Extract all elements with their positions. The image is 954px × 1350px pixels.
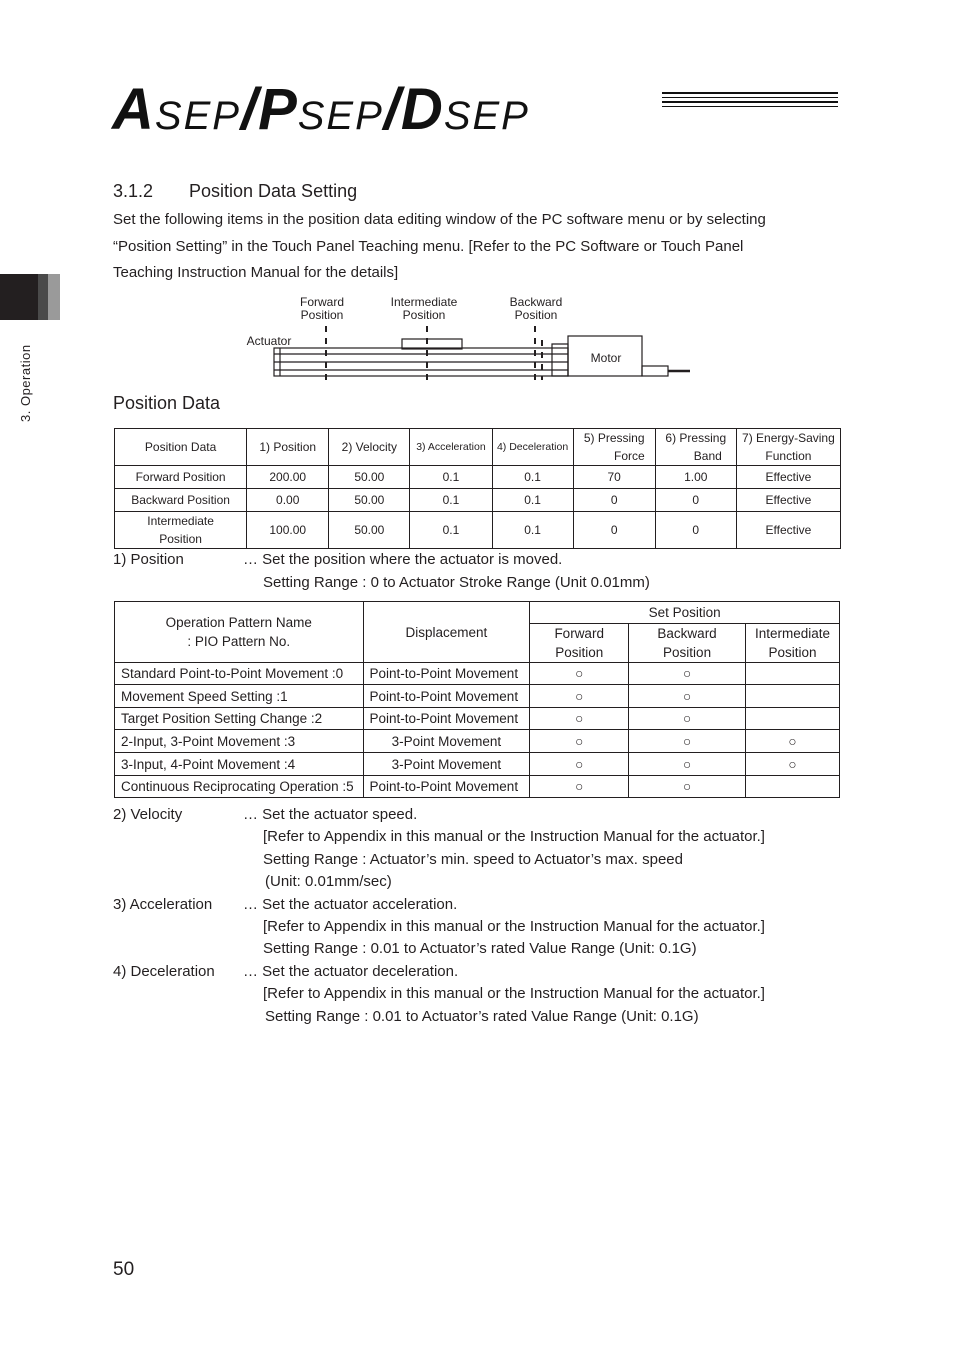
cell: 0 xyxy=(573,512,655,549)
chapter-tab xyxy=(0,274,60,320)
cell: Effective xyxy=(736,489,840,512)
note-decel-range: Setting Range : 0.01 to Actuator’s rated Value Range (Unit: 0.1G) xyxy=(265,1008,699,1025)
mark: ○ xyxy=(629,663,746,685)
backward-label-1: Backward xyxy=(509,295,563,309)
logo-a: A xyxy=(112,77,155,142)
chapter-label: 3. Operation xyxy=(18,344,33,422)
cell: 0.1 xyxy=(492,466,573,489)
logo-slash-2: / xyxy=(383,77,401,142)
page-number: 50 xyxy=(113,1259,135,1280)
note-accel-label: 3) Acceleration xyxy=(113,896,213,913)
table-header-row xyxy=(115,602,840,624)
intro-line: Teaching Instruction Manual for the details] xyxy=(113,264,399,281)
intro-paragraph xyxy=(113,207,833,287)
intro-line: Set the following items in the position data editing window of the PC software menu or by selecting xyxy=(113,211,766,228)
table-row xyxy=(115,685,840,708)
logo-p: P xyxy=(258,77,298,142)
actuator-diagram xyxy=(240,292,700,382)
header-cell: Forward Position xyxy=(530,624,629,663)
note-decel-ref: [Refer to Appendix in this manual or the Instruction Manual for the actuator.] xyxy=(263,985,765,1002)
intermediate-label-1: Intermediate xyxy=(390,295,458,309)
header-cell: 2) Velocity xyxy=(329,429,410,466)
mark: ○ xyxy=(629,776,746,798)
pattern-name: Movement Speed Setting :1 xyxy=(115,685,364,708)
note-velocity-unit: (Unit: 0.01mm/sec) xyxy=(265,873,392,890)
cell: 0 xyxy=(573,489,655,512)
note-decel-label: 4) Deceleration xyxy=(113,963,215,980)
table-row xyxy=(115,512,841,549)
logo-sep-1: SEP xyxy=(154,94,241,138)
mark: ○ xyxy=(629,730,746,753)
intro-line: “Position Setting” in the Touch Panel Teaching menu. [Refer to the PC Software or Touch Panel xyxy=(113,237,744,255)
note-position-label: 1) Position xyxy=(113,551,184,568)
cell: 50.00 xyxy=(329,489,410,512)
note-velocity-label: 2) Velocity xyxy=(113,806,183,823)
logo-slash-1: / xyxy=(240,77,259,142)
mark: ○ xyxy=(629,685,746,708)
note-decel-text: … Set the actuator deceleration. xyxy=(243,963,459,980)
header-cell: Backward Position xyxy=(629,624,746,663)
section-heading xyxy=(113,181,357,202)
mark: ○ xyxy=(530,685,629,708)
cell: 1.00 xyxy=(655,466,736,489)
table-row xyxy=(115,753,840,776)
note-accel-range: Setting Range : 0.01 to Actuator’s rated Value Range (Unit: 0.1G) xyxy=(263,940,697,957)
header-cell: Set Position xyxy=(530,602,840,624)
cell: 0.00 xyxy=(247,489,329,512)
note-position-text: … Set the position where the actuator is moved. xyxy=(243,551,563,568)
displacement: Point-to-Point Movement xyxy=(363,776,530,798)
cell: 200.00 xyxy=(247,466,329,489)
table-row xyxy=(115,489,841,512)
displacement: 3-Point Movement xyxy=(363,730,530,753)
displacement: Point-to-Point Movement xyxy=(363,708,530,730)
displacement: Point-to-Point Movement xyxy=(363,663,530,685)
cell: Effective xyxy=(736,466,840,489)
mark: ○ xyxy=(629,708,746,730)
cell: 0.1 xyxy=(492,489,573,512)
intermediate-label-2: Position xyxy=(402,308,446,322)
header-rules xyxy=(662,92,838,111)
mark xyxy=(745,685,839,708)
position-data-heading: Position Data xyxy=(113,393,221,413)
mark: ○ xyxy=(530,708,629,730)
table-row xyxy=(115,663,840,685)
note-accel-ref: [Refer to Appendix in this manual or the Instruction Manual for the actuator.] xyxy=(263,918,765,935)
header-cell: Position Data xyxy=(115,429,247,466)
section-title: Position Data Setting xyxy=(189,181,358,201)
header-cell: 6) Pressing Band xyxy=(655,429,736,466)
mark xyxy=(745,663,839,685)
section-number: 3.1.2 xyxy=(113,181,154,201)
header-cell: 5) Pressing Force xyxy=(573,429,655,466)
logo-sep-2: SEP xyxy=(297,94,384,138)
header-cell: 4) Deceleration xyxy=(492,429,573,466)
displacement: 3-Point Movement xyxy=(363,753,530,776)
mark xyxy=(745,708,839,730)
forward-label-1: Forward xyxy=(299,295,345,309)
pattern-name: 2-Input, 3-Point Movement :3 xyxy=(115,730,364,753)
header-cell: 1) Position xyxy=(247,429,329,466)
cell: 0.1 xyxy=(410,512,492,549)
header-cell: Intermediate Position xyxy=(745,624,839,663)
forward-label-2: Position xyxy=(300,308,344,322)
table-row xyxy=(115,730,840,753)
cable-gland xyxy=(642,366,668,376)
cell: 100.00 xyxy=(247,512,329,549)
note-velocity-text: … Set the actuator speed. xyxy=(243,806,418,823)
displacement: Point-to-Point Movement xyxy=(363,685,530,708)
mark xyxy=(745,776,839,798)
pio-pattern-table xyxy=(114,601,840,798)
note-position-range: Setting Range : 0 to Actuator Stroke Range (Unit 0.01mm) xyxy=(263,574,650,591)
table-row xyxy=(115,466,841,489)
header-cell: Operation Pattern Name : PIO Pattern No. xyxy=(115,602,364,663)
actuator-label: Actuator xyxy=(246,334,292,348)
table-header-row xyxy=(115,429,841,466)
mark: ○ xyxy=(530,663,629,685)
header-cell: 7) Energy-Saving Function xyxy=(736,429,840,466)
mark: ○ xyxy=(530,776,629,798)
cell: 0.1 xyxy=(410,489,492,512)
cell: 0.1 xyxy=(492,512,573,549)
backward-label-2: Position xyxy=(514,308,558,322)
mark: ○ xyxy=(745,730,839,753)
header-cell: 3) Acceleration xyxy=(410,429,492,466)
cell: 0 xyxy=(655,512,736,549)
pattern-name: 3-Input, 4-Point Movement :4 xyxy=(115,753,364,776)
mark: ○ xyxy=(530,753,629,776)
note-accel-text: … Set the actuator acceleration. xyxy=(243,896,458,913)
pattern-name: Continuous Reciprocating Operation :5 xyxy=(115,776,364,798)
row-name: Forward Position xyxy=(115,466,247,489)
header-cell: Displacement xyxy=(363,602,530,663)
row-name: Intermediate Position xyxy=(115,512,247,549)
cell: 0 xyxy=(655,489,736,512)
position-data-table xyxy=(114,428,841,549)
pattern-name: Target Position Setting Change :2 xyxy=(115,708,364,730)
cell: 70 xyxy=(573,466,655,489)
cell: 50.00 xyxy=(329,466,410,489)
motor-label: Motor xyxy=(590,351,622,365)
logo-sep-3: SEP xyxy=(443,94,530,138)
table-row xyxy=(115,776,840,798)
pattern-name: Standard Point-to-Point Movement :0 xyxy=(115,663,364,685)
note-velocity-range: Setting Range : Actuator’s min. speed to Actuator’s max. speed xyxy=(263,851,683,868)
cell: 0.1 xyxy=(410,466,492,489)
logo-d: D xyxy=(400,77,444,142)
mark: ○ xyxy=(629,753,746,776)
actuator-end-cap xyxy=(552,344,568,376)
cell: 50.00 xyxy=(329,512,410,549)
row-name: Backward Position xyxy=(115,489,247,512)
cell: Effective xyxy=(736,512,840,549)
table-row xyxy=(115,708,840,730)
product-logo xyxy=(112,76,530,143)
note-velocity-ref: [Refer to Appendix in this manual or the Instruction Manual for the actuator.] xyxy=(263,828,765,845)
mark: ○ xyxy=(530,730,629,753)
mark: ○ xyxy=(745,753,839,776)
